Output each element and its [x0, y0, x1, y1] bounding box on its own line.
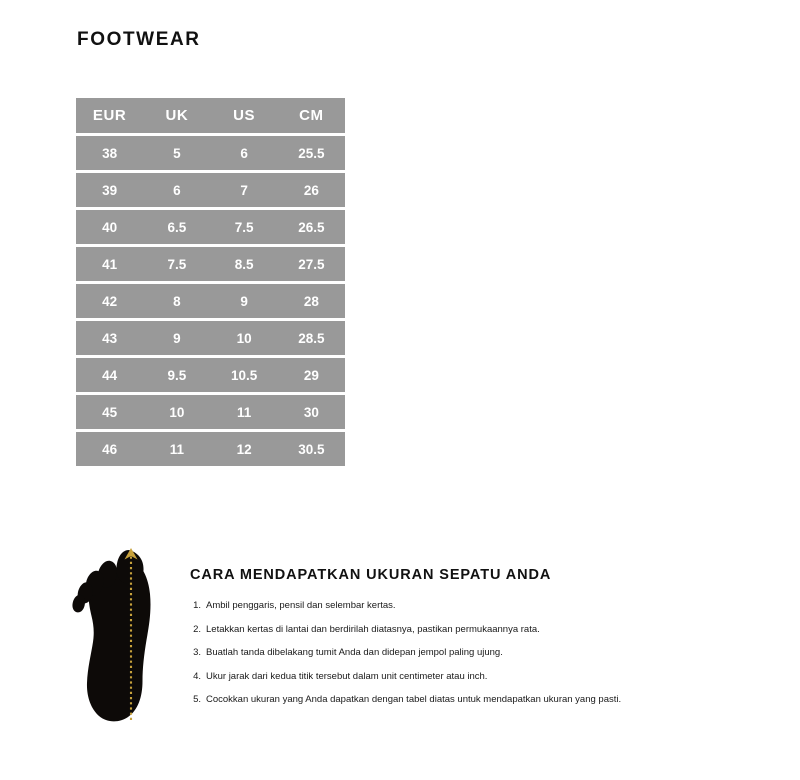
cell-uk: 6.5 [143, 210, 210, 244]
cell-cm: 29 [278, 358, 345, 392]
cell-uk: 10 [143, 395, 210, 429]
cell-eur: 44 [76, 358, 143, 392]
column-header-cm: CM [278, 98, 345, 133]
step-text: Ukur jarak dari kedua titik tersebut dalam unit centimeter atau inch. [206, 670, 488, 682]
page-title: FOOTWEAR [77, 29, 201, 50]
step-text: Buatlah tanda dibelakang tumit Anda dan didepan jempol paling ujung. [206, 647, 503, 658]
table-header-row [76, 98, 345, 133]
cell-us: 12 [211, 432, 278, 466]
step-number: 2. [193, 623, 201, 635]
cell-cm: 30.5 [278, 432, 345, 466]
step-text: Cocokkan ukuran yang Anda dapatkan dengan tabel diatas untuk mendapatkan ukuran yang pasti. [206, 694, 622, 705]
column-header-eur: EUR [76, 98, 143, 133]
list-item [190, 646, 660, 659]
cell-uk: 6 [143, 173, 210, 207]
cell-cm: 28.5 [278, 321, 345, 355]
cell-us: 8.5 [211, 247, 278, 281]
cell-eur: 41 [76, 247, 143, 281]
table-row [76, 284, 345, 318]
step-number: 3. [193, 647, 201, 658]
column-header-us: US [211, 98, 278, 133]
cell-cm: 26 [278, 173, 345, 207]
table-row [76, 321, 345, 355]
cell-us: 7 [211, 173, 278, 207]
cell-us: 6 [211, 136, 278, 170]
step-text: Letakkan kertas di lantai dan berdirilah diatasnya, pastikan permukaannya rata. [206, 623, 540, 635]
table-row [76, 358, 345, 392]
step-number: 4. [193, 670, 201, 682]
cell-us: 7.5 [211, 210, 278, 244]
table-row [76, 395, 345, 429]
cell-us: 9 [211, 284, 278, 318]
cell-uk: 5 [143, 136, 210, 170]
cell-uk: 7.5 [143, 247, 210, 281]
cell-us: 10 [211, 321, 278, 355]
table-row [76, 173, 345, 207]
step-number: 1. [193, 600, 201, 611]
cell-eur: 46 [76, 432, 143, 466]
foot-silhouette-icon [72, 540, 172, 735]
cell-us: 10.5 [211, 358, 278, 392]
cell-uk: 11 [143, 432, 210, 466]
column-header-uk: UK [143, 98, 210, 133]
cell-cm: 30 [278, 395, 345, 429]
step-text: Ambil penggaris, pensil dan selembar kertas. [206, 600, 396, 611]
cell-uk: 8 [143, 284, 210, 318]
table-row [76, 247, 345, 281]
foot-measure-diagram [72, 540, 172, 735]
list-item [190, 599, 660, 612]
table-row [76, 432, 345, 466]
list-item [190, 670, 660, 683]
size-chart-table [76, 95, 345, 469]
table-row [76, 210, 345, 244]
cell-eur: 42 [76, 284, 143, 318]
cell-cm: 27.5 [278, 247, 345, 281]
cell-uk: 9.5 [143, 358, 210, 392]
cell-eur: 40 [76, 210, 143, 244]
howto-section [190, 565, 660, 717]
cell-eur: 39 [76, 173, 143, 207]
cell-eur: 38 [76, 136, 143, 170]
cell-cm: 28 [278, 284, 345, 318]
list-item [190, 693, 660, 706]
howto-title: CARA MENDAPATKAN UKURAN SEPATU ANDA [190, 567, 552, 583]
cell-cm: 25.5 [278, 136, 345, 170]
list-item [190, 623, 660, 636]
cell-eur: 45 [76, 395, 143, 429]
step-number: 5. [193, 694, 201, 705]
cell-cm: 26.5 [278, 210, 345, 244]
cell-us: 11 [211, 395, 278, 429]
cell-eur: 43 [76, 321, 143, 355]
cell-uk: 9 [143, 321, 210, 355]
howto-step-list [190, 599, 660, 706]
table-row [76, 136, 345, 170]
